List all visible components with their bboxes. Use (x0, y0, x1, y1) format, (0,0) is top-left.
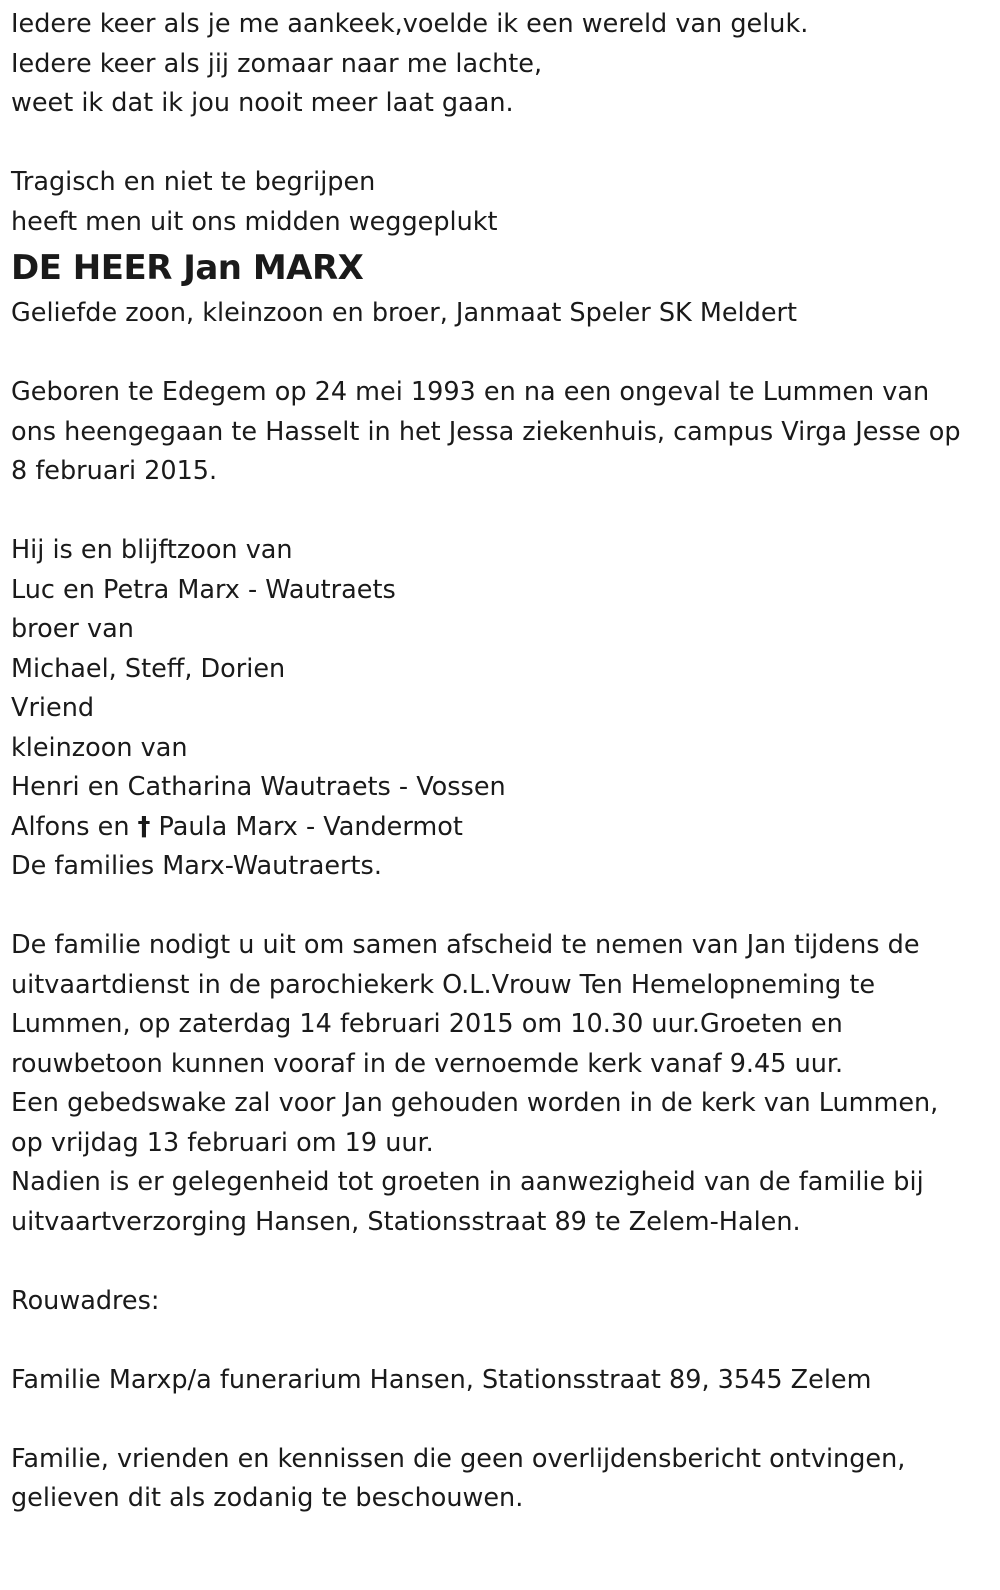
relatives-line: Hij is en blijftzoon van (11, 535, 293, 565)
address-label: Rouwadres: (11, 1285, 160, 1316)
poem (11, 5, 991, 124)
relatives-line: kleinzoon van (11, 732, 188, 763)
paragraph-line: Familie, vrienden en kennissen die geen overlijdensbericht ontvingen, (11, 1443, 906, 1474)
poem-line: Iedere keer als jij zomaar naar me lachte, (11, 48, 543, 79)
paragraph-line: Een gebedswake zal voor Jan gehouden worden in de kerk van Lummen, (11, 1088, 939, 1118)
relatives-list (11, 531, 991, 887)
ceremony-paragraph (11, 926, 991, 1242)
paragraph-line: Nadien is er gelegenheid tot groeten in aanwezigheid van de familie bij (11, 1167, 924, 1197)
obituary-document (11, 0, 991, 1519)
paragraph-line: op vrijdag 13 februari om 19 uur. (11, 1127, 434, 1158)
relatives-line: Vriend (11, 693, 95, 723)
spacer (11, 1321, 991, 1361)
spacer (11, 1242, 991, 1282)
spacer (11, 124, 991, 164)
relatives-line-prefix: Alfons en (11, 811, 138, 842)
deceased-name-heading: DE HEER Jan MARX (11, 248, 364, 288)
birth-death-paragraph (11, 373, 991, 492)
spacer (11, 887, 991, 927)
paragraph-line: De familie nodigt u uit om samen afscheid te nemen van Jan tijdens de (11, 930, 920, 960)
spacer (11, 492, 991, 532)
cross-icon: † (137, 811, 151, 842)
relatives-line: broer van (11, 614, 134, 644)
relatives-line: Henri en Catharina Wautraets - Vossen (11, 772, 506, 802)
paragraph-line: uitvaartdienst in de parochiekerk O.L.Vrouw Ten Hemelopneming te (11, 969, 876, 1000)
paragraph-line: 8 februari 2015. (11, 456, 218, 486)
spacer (11, 334, 991, 374)
relatives-line: Luc en Petra Marx - Wautraets (11, 574, 396, 605)
intro-line: Tragisch en niet te begrijpen (11, 167, 376, 197)
paragraph-line: ons heengegaan te Hasselt in het Jessa ziekenhuis, campus Virga Jesse op (11, 416, 961, 447)
address-value: Familie Marxp/a funerarium Hansen, Stationsstraat 89, 3545 Zelem (11, 1364, 872, 1395)
intro-text (11, 163, 991, 242)
deceased-subtitle: Geliefde zoon, kleinzoon en broer, Janmaat Speler SK Meldert (11, 298, 797, 328)
closing-paragraph (11, 1440, 991, 1519)
poem-line: Iedere keer als je me aankeek,voelde ik een wereld van geluk. (11, 9, 809, 39)
relatives-line-suffix: Paula Marx - Vandermot (150, 811, 463, 842)
paragraph-line: uitvaartverzorging Hansen, Stationsstraat 89 te Zelem-Halen. (11, 1206, 801, 1237)
paragraph-line: Geboren te Edegem op 24 mei 1993 en na een ongeval te Lummen van (11, 377, 930, 407)
relatives-line: Michael, Steff, Dorien (11, 653, 286, 684)
paragraph-line: Lummen, op zaterdag 14 februari 2015 om 10.30 uur.Groeten en (11, 1009, 843, 1039)
spacer (11, 1400, 991, 1440)
paragraph-line: rouwbetoon kunnen vooraf in de vernoemde kerk vanaf 9.45 uur. (11, 1048, 844, 1079)
relatives-line: De families Marx-Wautraerts. (11, 851, 382, 881)
intro-line: heeft men uit ons midden weggeplukt (11, 206, 498, 237)
relatives-line-with-cross (11, 808, 991, 848)
poem-line: weet ik dat ik jou nooit meer laat gaan. (11, 88, 514, 118)
paragraph-line: gelieven dit als zodanig te beschouwen. (11, 1483, 524, 1513)
